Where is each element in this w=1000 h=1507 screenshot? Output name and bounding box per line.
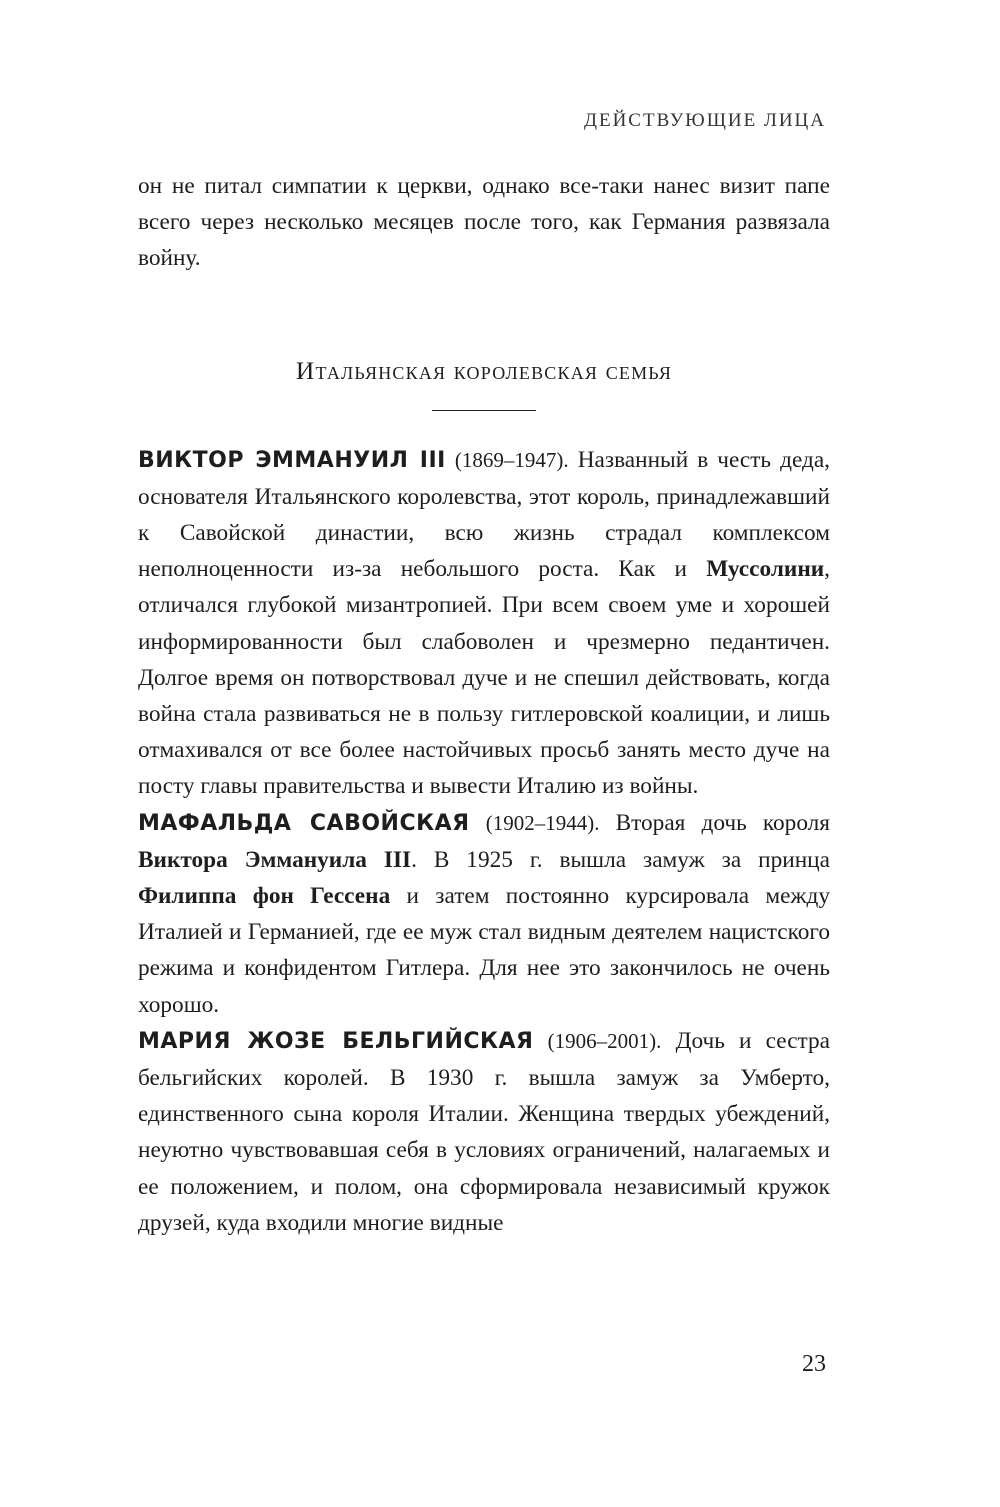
entry-name: МАФАЛЬДА САВОЙСКАЯ: [138, 810, 470, 836]
entry-dates: (1902–1944).: [485, 810, 600, 835]
entry-reference: Филиппа фон Гессена: [138, 883, 391, 910]
entry-marie-jose: [138, 1023, 830, 1241]
entry-mafalda: [138, 805, 830, 1023]
continuation-paragraph: он не питал симпатии к церкви, однако все-таки нанес визит папе всего через несколько месяцев после того, как Германия развязала войну.: [138, 173, 830, 272]
running-head: ДЕЙСТВУЮЩИЕ ЛИЦА: [584, 110, 826, 131]
entry-dates: (1906–2001).: [547, 1028, 662, 1053]
entry-dates: (1869–1947).: [454, 447, 569, 472]
entry-name: ВИКТОР ЭММАНУИЛ III: [138, 447, 446, 473]
entry-reference: Муссолини: [706, 556, 825, 583]
page-body: [138, 168, 830, 1241]
entry-text: и затем постоянно курсировала между Италией и Германией, где ее муж стал видным деятелем нацистского режима и конфидентом Гитлера. Для нее это закончилось не очень хорошо.: [138, 883, 831, 1018]
section-title: Итальянская королевская семья: [295, 355, 673, 385]
entry-text: Названный в честь деда, основателя Итальянского королевства, этот король, принадлежавший к Савойской династии, всю жизнь страдал комплексом неполноценности из-за небольшого роста. Как и: [138, 446, 830, 583]
section-divider: [432, 410, 536, 411]
entry-text: , отличался глубокой мизантропией. При всем своем уме и хорошей информированности был слабоволен и чрезмерно педантичен. Долгое время он потворствовал дуче и не спешил действовать, когда война стала развиваться не в пользу гитлеровской коалиции, и лишь отмахивался от все более настойчивых просьб занять место дуче на посту главы правительства и вывести Италию из войны.: [138, 556, 830, 800]
entry-text: . В 1925 г. вышла замуж за принца: [411, 846, 830, 873]
entry-text: Вторая дочь короля: [599, 809, 831, 836]
entry-text: Дочь и сестра бельгийских королей. В 1930 г. вышла замуж за Умберто, единственного сына короля Италии. Женщина твердых убеждений, неуютно чувствовавшая себя в условиях ограничений, налагаемых и ее положением, и полом, она сформировала независимый кружок друзей, куда входили многие видные: [138, 1027, 831, 1236]
entry-name: МАРИЯ ЖОЗЕ БЕЛЬГИЙСКАЯ: [138, 1028, 534, 1054]
entry-victor-emmanuel: [138, 442, 830, 805]
entry-reference: Виктора Эммануила III: [138, 846, 412, 873]
page-number: 23: [802, 1351, 826, 1377]
